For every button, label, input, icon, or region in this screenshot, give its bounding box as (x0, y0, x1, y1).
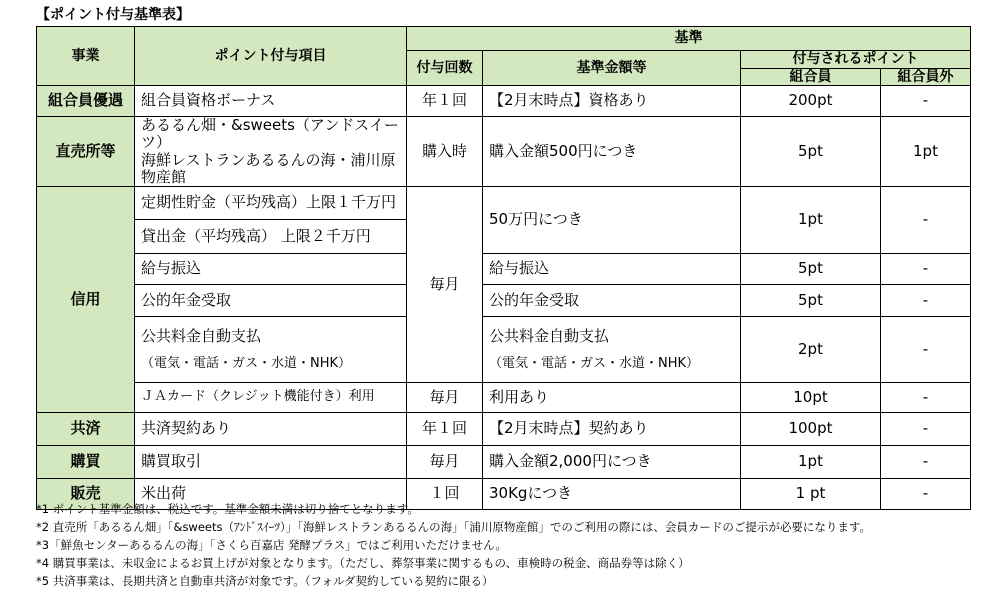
item-cell (135, 117, 407, 187)
nonmember-points-cell: 1pt (881, 117, 971, 187)
item-cell: 定期性貯金（平均残高）上限１千万円 (135, 187, 407, 220)
footnote: *5 共済事業は、長期共済と自動車共済が対象です。（フォルダ契約している契約に限る） (36, 574, 494, 588)
amount-cell: 【2月末時点】資格あり (483, 86, 741, 117)
category-cell: 組合員優遇 (37, 86, 135, 117)
table-row (37, 285, 971, 317)
item-cell: 公的年金受取 (135, 285, 407, 317)
amount-line: 公共料金自動支払 (489, 326, 610, 345)
nonmember-points-cell: - (881, 413, 971, 446)
nonmember-points-cell: - (881, 383, 971, 413)
table-row (37, 383, 971, 413)
footnote: *3「鮮魚センターあるるんの海」「さくら百嘉店 発酵プラス」ではご利用いただけません。 (36, 538, 507, 552)
header-member: 組合員 (741, 69, 881, 86)
nonmember-points-cell: - (881, 285, 971, 317)
item-cell: 貸出金（平均残高） 上限２千万円 (135, 220, 407, 254)
member-points-cell: 10pt (741, 383, 881, 413)
item-cell: ＪＡカード（クレジット機能付き）利用 (135, 383, 407, 413)
amount-cell: 購入金額2,000円につき (483, 446, 741, 479)
member-points-cell: 1pt (741, 187, 881, 254)
item-cell (135, 317, 407, 383)
item-cell: 米出荷 (135, 479, 407, 510)
table-row (37, 413, 971, 446)
amount-cell (483, 317, 741, 383)
frequency-cell: 年１回 (407, 413, 483, 446)
nonmember-points-cell: - (881, 86, 971, 117)
frequency-cell: １回 (407, 479, 483, 510)
category-cell: 販売 (37, 479, 135, 510)
member-points-cell: 200pt (741, 86, 881, 117)
amount-cell: 給与振込 (483, 254, 741, 285)
table-row (37, 317, 971, 383)
frequency-cell: 毎月 (407, 383, 483, 413)
header-frequency: 付与回数 (407, 51, 483, 86)
table-row (37, 187, 971, 220)
category-cell: 直売所等 (37, 117, 135, 187)
item-cell: 給与振込 (135, 254, 407, 285)
header-points: 付与されるポイント (741, 51, 971, 69)
nonmember-points-cell: - (881, 446, 971, 479)
item-cell: 共済契約あり (135, 413, 407, 446)
amount-line: （電気・電話・ガス・水道・NHK） (489, 355, 700, 371)
frequency-cell: 購入時 (407, 117, 483, 187)
member-points-cell: 1 pt (741, 479, 881, 510)
header-business: 事業 (37, 27, 135, 86)
item-line: あるるん畑・&sweets（アンドスイーツ） (141, 116, 399, 152)
member-points-cell: 1pt (741, 446, 881, 479)
nonmember-points-cell: - (881, 317, 971, 383)
frequency-cell: 毎月 (407, 187, 483, 383)
amount-cell: 購入金額500円につき (483, 117, 741, 187)
table-row (37, 254, 971, 285)
point-criteria-table (36, 26, 971, 510)
category-cell: 購買 (37, 446, 135, 479)
footnote: *2 直売所「あるるん畑」「&sweets（ｱﾝﾄﾞｽｲｰﾂ）」「海鮮レストランあるるんの海」「浦川原物産館」でのご利用の際には、会員カードのご提示が必要になります。 (36, 520, 871, 534)
item-line: （電気・電話・ガス・水道・NHK） (141, 355, 352, 371)
footnotes (36, 500, 871, 590)
table-row (37, 86, 971, 117)
member-points-cell: 2pt (741, 317, 881, 383)
frequency-cell: 年１回 (407, 86, 483, 117)
member-points-cell: 100pt (741, 413, 881, 446)
header-item: ポイント付与項目 (135, 27, 407, 86)
item-line: 海鮮レストランあるるんの海・浦川原物産館 (141, 150, 396, 186)
table-row (37, 446, 971, 479)
amount-cell: 【2月末時点】契約あり (483, 413, 741, 446)
table-row (37, 117, 971, 187)
nonmember-points-cell: - (881, 479, 971, 510)
amount-cell: 30Kgにつき (483, 479, 741, 510)
member-points-cell: 5pt (741, 285, 881, 317)
category-cell: 信用 (37, 187, 135, 413)
member-points-cell: 5pt (741, 117, 881, 187)
header-criteria: 基準 (407, 27, 971, 51)
footnote: *4 購買事業は、未収金によるお買上げが対象となります。（ただし、葬祭事業に関するもの、車検時の税金、商品券等は除く） (36, 556, 690, 570)
header-amount: 基準金額等 (483, 51, 741, 86)
item-line: 公共料金自動支払 (141, 326, 262, 345)
nonmember-points-cell: - (881, 187, 971, 254)
header-nonmember: 組合員外 (881, 69, 971, 86)
nonmember-points-cell: - (881, 254, 971, 285)
footnote: *1 ポイント基準金額は、税込です。基準金額未満は切り捨てとなります。 (36, 502, 419, 516)
amount-cell: 利用あり (483, 383, 741, 413)
member-points-cell: 5pt (741, 254, 881, 285)
item-cell: 組合員資格ボーナス (135, 86, 407, 117)
table-title: 【ポイント付与基準表】 (36, 7, 190, 23)
category-cell: 共済 (37, 413, 135, 446)
amount-cell: 公的年金受取 (483, 285, 741, 317)
amount-cell: 50万円につき (483, 187, 741, 254)
frequency-cell: 毎月 (407, 446, 483, 479)
item-cell: 購買取引 (135, 446, 407, 479)
